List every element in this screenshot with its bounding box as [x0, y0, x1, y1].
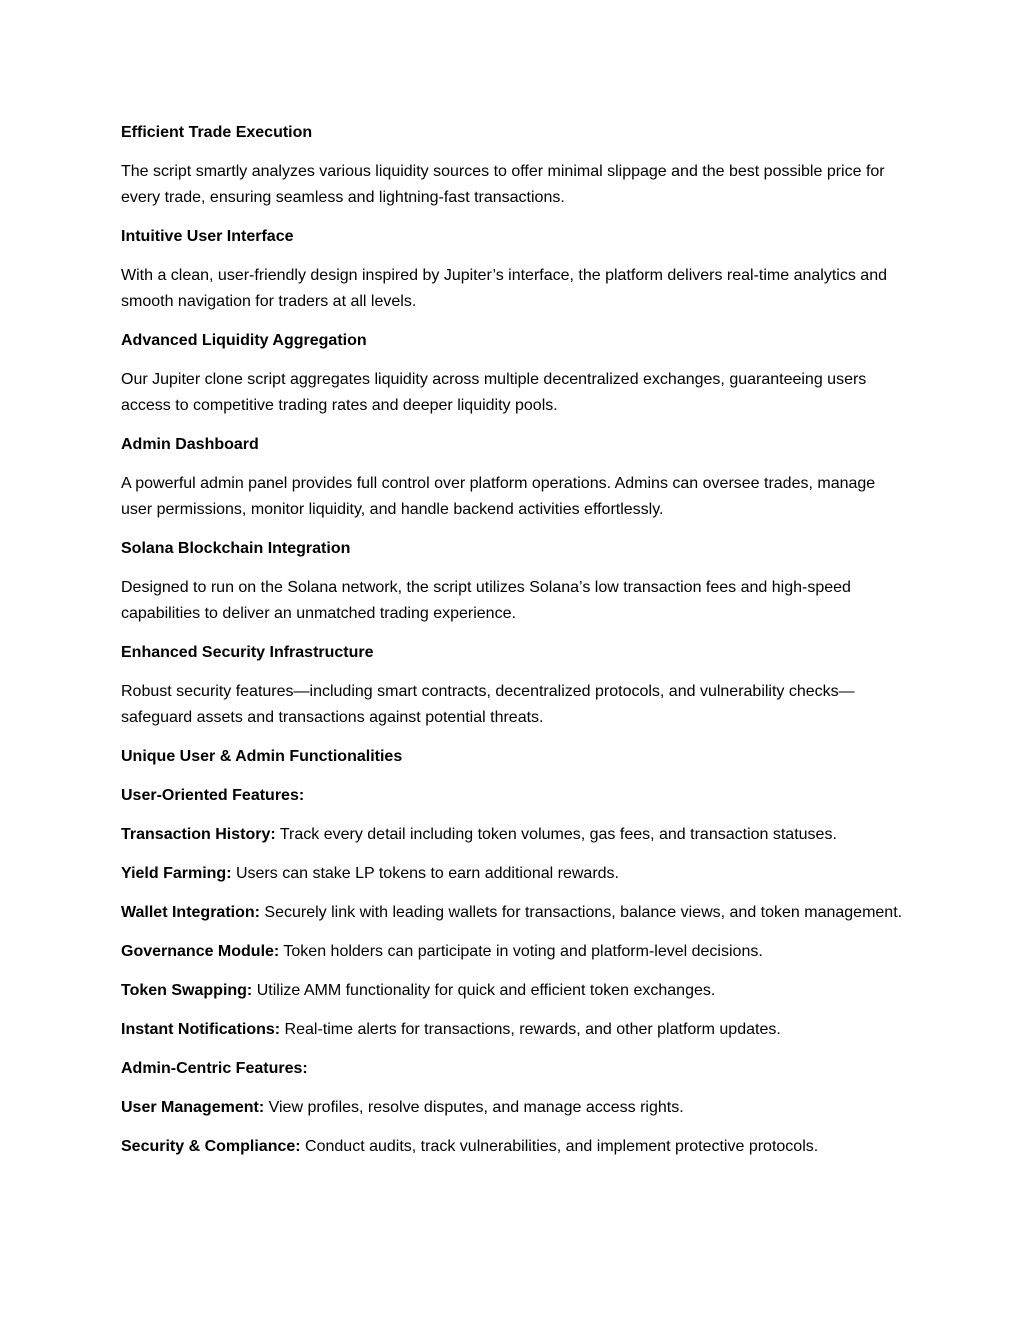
section-body-trade-execution: The script smartly analyzes various liquidity sources to offer minimal slippage and the best possible price for every trade, ensuring seamless and lightning-fast transactions. — [121, 163, 885, 206]
feature-text: View profiles, resolve disputes, and manage access rights. — [264, 1099, 684, 1116]
section-heading-user-interface: Intuitive User Interface — [121, 228, 294, 245]
feature-label: Instant Notifications: — [121, 1021, 281, 1038]
feature-label: User Management: — [121, 1099, 265, 1116]
user-features-heading: User-Oriented Features: — [121, 787, 305, 804]
feature-text: Token holders can participate in voting and platform-level decisions. — [279, 943, 763, 960]
feature-yield-farming — [121, 861, 906, 887]
section-heading-security-infrastructure: Enhanced Security Infrastructure — [121, 644, 374, 661]
admin-features-heading: Admin-Centric Features: — [121, 1060, 308, 1077]
feature-label: Wallet Integration: — [121, 904, 260, 921]
section-body-liquidity-aggregation: Our Jupiter clone script aggregates liquidity across multiple decentralized exchanges, guaranteeing users access to competitive trading rates and deeper liquidity pools. — [121, 371, 867, 414]
feature-text: Utilize AMM functionality for quick and efficient token exchanges. — [252, 982, 716, 999]
section-body-user-interface: With a clean, user-friendly design inspired by Jupiter’s interface, the platform delivers real-time analytics and smooth navigation for traders at all levels. — [121, 267, 887, 310]
feature-user-management — [121, 1095, 906, 1121]
section-heading-trade-execution: Efficient Trade Execution — [121, 124, 313, 141]
feature-transaction-history — [121, 822, 906, 848]
feature-text: Securely link with leading wallets for transactions, balance views, and token management. — [259, 904, 903, 921]
section-heading-solana-integration: Solana Blockchain Integration — [121, 540, 351, 557]
feature-label: Security & Compliance: — [121, 1138, 301, 1155]
feature-text: Conduct audits, track vulnerabilities, and implement protective protocols. — [300, 1138, 819, 1155]
section-heading-admin-dashboard: Admin Dashboard — [121, 436, 259, 453]
feature-label: Transaction History: — [121, 826, 276, 843]
document-page — [121, 120, 906, 1173]
functionalities-heading: Unique User & Admin Functionalities — [121, 748, 403, 765]
feature-label: Token Swapping: — [121, 982, 253, 999]
section-body-security-infrastructure: Robust security features—including smart contracts, decentralized protocols, and vulnerability checks—safeguard assets and transactions against potential threats. — [121, 683, 855, 726]
feature-text: Track every detail including token volumes, gas fees, and transaction statuses. — [275, 826, 837, 843]
section-body-solana-integration: Designed to run on the Solana network, the script utilizes Solana’s low transaction fees and high-speed capabilities to deliver an unmatched trading experience. — [121, 579, 851, 622]
section-body-admin-dashboard: A powerful admin panel provides full control over platform operations. Admins can oversee trades, manage user permissions, monitor liquidity, and handle backend activities effortlessly. — [121, 475, 876, 518]
section-heading-liquidity-aggregation: Advanced Liquidity Aggregation — [121, 332, 367, 349]
feature-governance-module — [121, 939, 906, 965]
feature-text: Real-time alerts for transactions, rewards, and other platform updates. — [280, 1021, 781, 1038]
feature-wallet-integration — [121, 900, 906, 926]
feature-instant-notifications — [121, 1017, 906, 1043]
feature-label: Governance Module: — [121, 943, 280, 960]
feature-label: Yield Farming: — [121, 865, 232, 882]
feature-token-swapping — [121, 978, 906, 1004]
feature-security-compliance — [121, 1134, 906, 1160]
feature-text: Users can stake LP tokens to earn additional rewards. — [231, 865, 619, 882]
